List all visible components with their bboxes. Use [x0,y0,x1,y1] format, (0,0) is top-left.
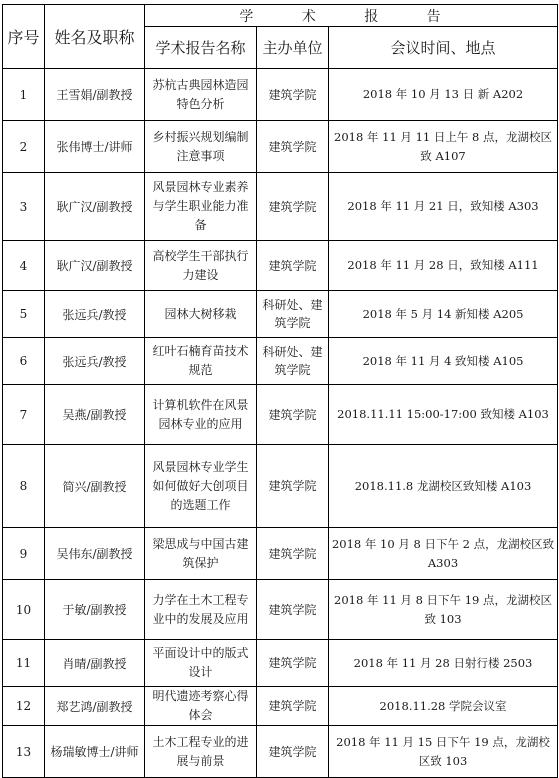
row-time-place: 2018 年 11 月 11 日上午 8 点，龙湖校区致 A107 [329,121,558,173]
table-row [3,69,558,121]
row-time-place: 2018 年 11 月 15 日下午 19 点，龙湖校区致 103 [329,726,558,778]
row-time-place: 2018 年 10 月 8 日下午 2 点，龙湖校区致 A303 [329,528,558,580]
header-report-title: 学术报告名称 [145,27,257,69]
row-report-title: 风景园林专业学生如何做好大创项目的选题工作 [145,445,257,528]
row-time-place: 2018 年 11 月 28 日，致知楼 A111 [329,241,558,291]
row-speaker-name-title: 王雪娟/副教授 [45,69,145,121]
row-speaker-name-title: 张远兵/教授 [45,338,145,385]
table-row [3,291,558,338]
row-speaker-name-title: 郑艺鸿/副教授 [45,687,145,726]
header-time-place: 会议时间、地点 [329,27,558,69]
table-row [3,121,558,173]
row-serial-number: 12 [3,687,45,726]
table-row [3,726,558,778]
row-time-place: 2018 年 11 月 4 致知楼 A105 [329,338,558,385]
row-host-unit: 建筑学院 [257,528,329,580]
row-report-title: 土木工程专业的进展与前景 [145,726,257,778]
table-row [3,640,558,687]
row-serial-number: 8 [3,445,45,528]
row-speaker-name-title: 吴伟东/副教授 [45,528,145,580]
row-report-title: 平面设计中的版式设计 [145,640,257,687]
row-host-unit: 建筑学院 [257,173,329,241]
row-speaker-name-title: 简兴/副教授 [45,445,145,528]
table-row [3,173,558,241]
row-host-unit: 建筑学院 [257,687,329,726]
row-serial-number: 3 [3,173,45,241]
row-host-unit: 建筑学院 [257,121,329,173]
row-report-title: 明代遗迹考察心得体会 [145,687,257,726]
academic-report-table [2,4,558,778]
row-serial-number: 10 [3,580,45,640]
row-serial-number: 13 [3,726,45,778]
row-serial-number: 7 [3,385,45,445]
row-time-place: 2018.11.11 15:00-17:00 致知楼 A103 [329,385,558,445]
row-speaker-name-title: 张伟博士/讲师 [45,121,145,173]
row-serial-number: 5 [3,291,45,338]
row-host-unit: 建筑学院 [257,640,329,687]
row-time-place: 2018 年 11 月 21 日，致知楼 A303 [329,173,558,241]
row-speaker-name-title: 杨瑞敏博士/讲师 [45,726,145,778]
table-row [3,385,558,445]
row-host-unit: 科研处、建筑学院 [257,338,329,385]
row-speaker-name-title: 于敏/副教授 [45,580,145,640]
row-time-place: 2018 年 5 月 14 新知楼 A205 [329,291,558,338]
row-serial-number: 11 [3,640,45,687]
row-serial-number: 9 [3,528,45,580]
row-host-unit: 建筑学院 [257,385,329,445]
row-time-place: 2018.11.8 龙湖校区致知楼 A103 [329,445,558,528]
row-time-place: 2018 年 10 月 13 日 新 A202 [329,69,558,121]
row-time-place: 2018 年 11 月 8 日下午 19 点，龙湖校区致 103 [329,580,558,640]
row-serial-number: 2 [3,121,45,173]
table-row [3,241,558,291]
row-host-unit: 建筑学院 [257,580,329,640]
row-speaker-name-title: 吴燕/副教授 [45,385,145,445]
row-report-title: 梁思成与中国古建筑保护 [145,528,257,580]
row-speaker-name-title: 耿广汉/副教授 [45,173,145,241]
row-serial-number: 1 [3,69,45,121]
table-row [3,687,558,726]
row-report-title: 力学在土木工程专业中的发展及应用 [145,580,257,640]
row-serial-number: 6 [3,338,45,385]
row-speaker-name-title: 肖晴/副教授 [45,640,145,687]
table-row [3,580,558,640]
row-report-title: 计算机软件在风景园林专业的应用 [145,385,257,445]
row-report-title: 乡村振兴规划编制注意事项 [145,121,257,173]
header-academic-report-group: 学 术 报 告 [145,5,558,27]
row-report-title: 高校学生干部执行力建设 [145,241,257,291]
header-serial-number: 序号 [3,5,45,69]
row-host-unit: 建筑学院 [257,69,329,121]
row-speaker-name-title: 耿广汉/副教授 [45,241,145,291]
row-host-unit: 建筑学院 [257,445,329,528]
row-host-unit: 科研处、建筑学院 [257,291,329,338]
row-report-title: 园林大树移栽 [145,291,257,338]
header-host-unit: 主办单位 [257,27,329,69]
table-row [3,338,558,385]
row-report-title: 苏杭古典园林造园特色分析 [145,69,257,121]
row-host-unit: 建筑学院 [257,726,329,778]
row-host-unit: 建筑学院 [257,241,329,291]
table-row [3,528,558,580]
row-report-title: 红叶石楠育苗技术规范 [145,338,257,385]
row-speaker-name-title: 张远兵/教授 [45,291,145,338]
row-time-place: 2018.11.28 学院会议室 [329,687,558,726]
header-name-title: 姓名及职称 [45,5,145,69]
row-serial-number: 4 [3,241,45,291]
table-row [3,445,558,528]
row-report-title: 风景园林专业素养与学生职业能力准备 [145,173,257,241]
row-time-place: 2018 年 11 月 28 日射行楼 2503 [329,640,558,687]
